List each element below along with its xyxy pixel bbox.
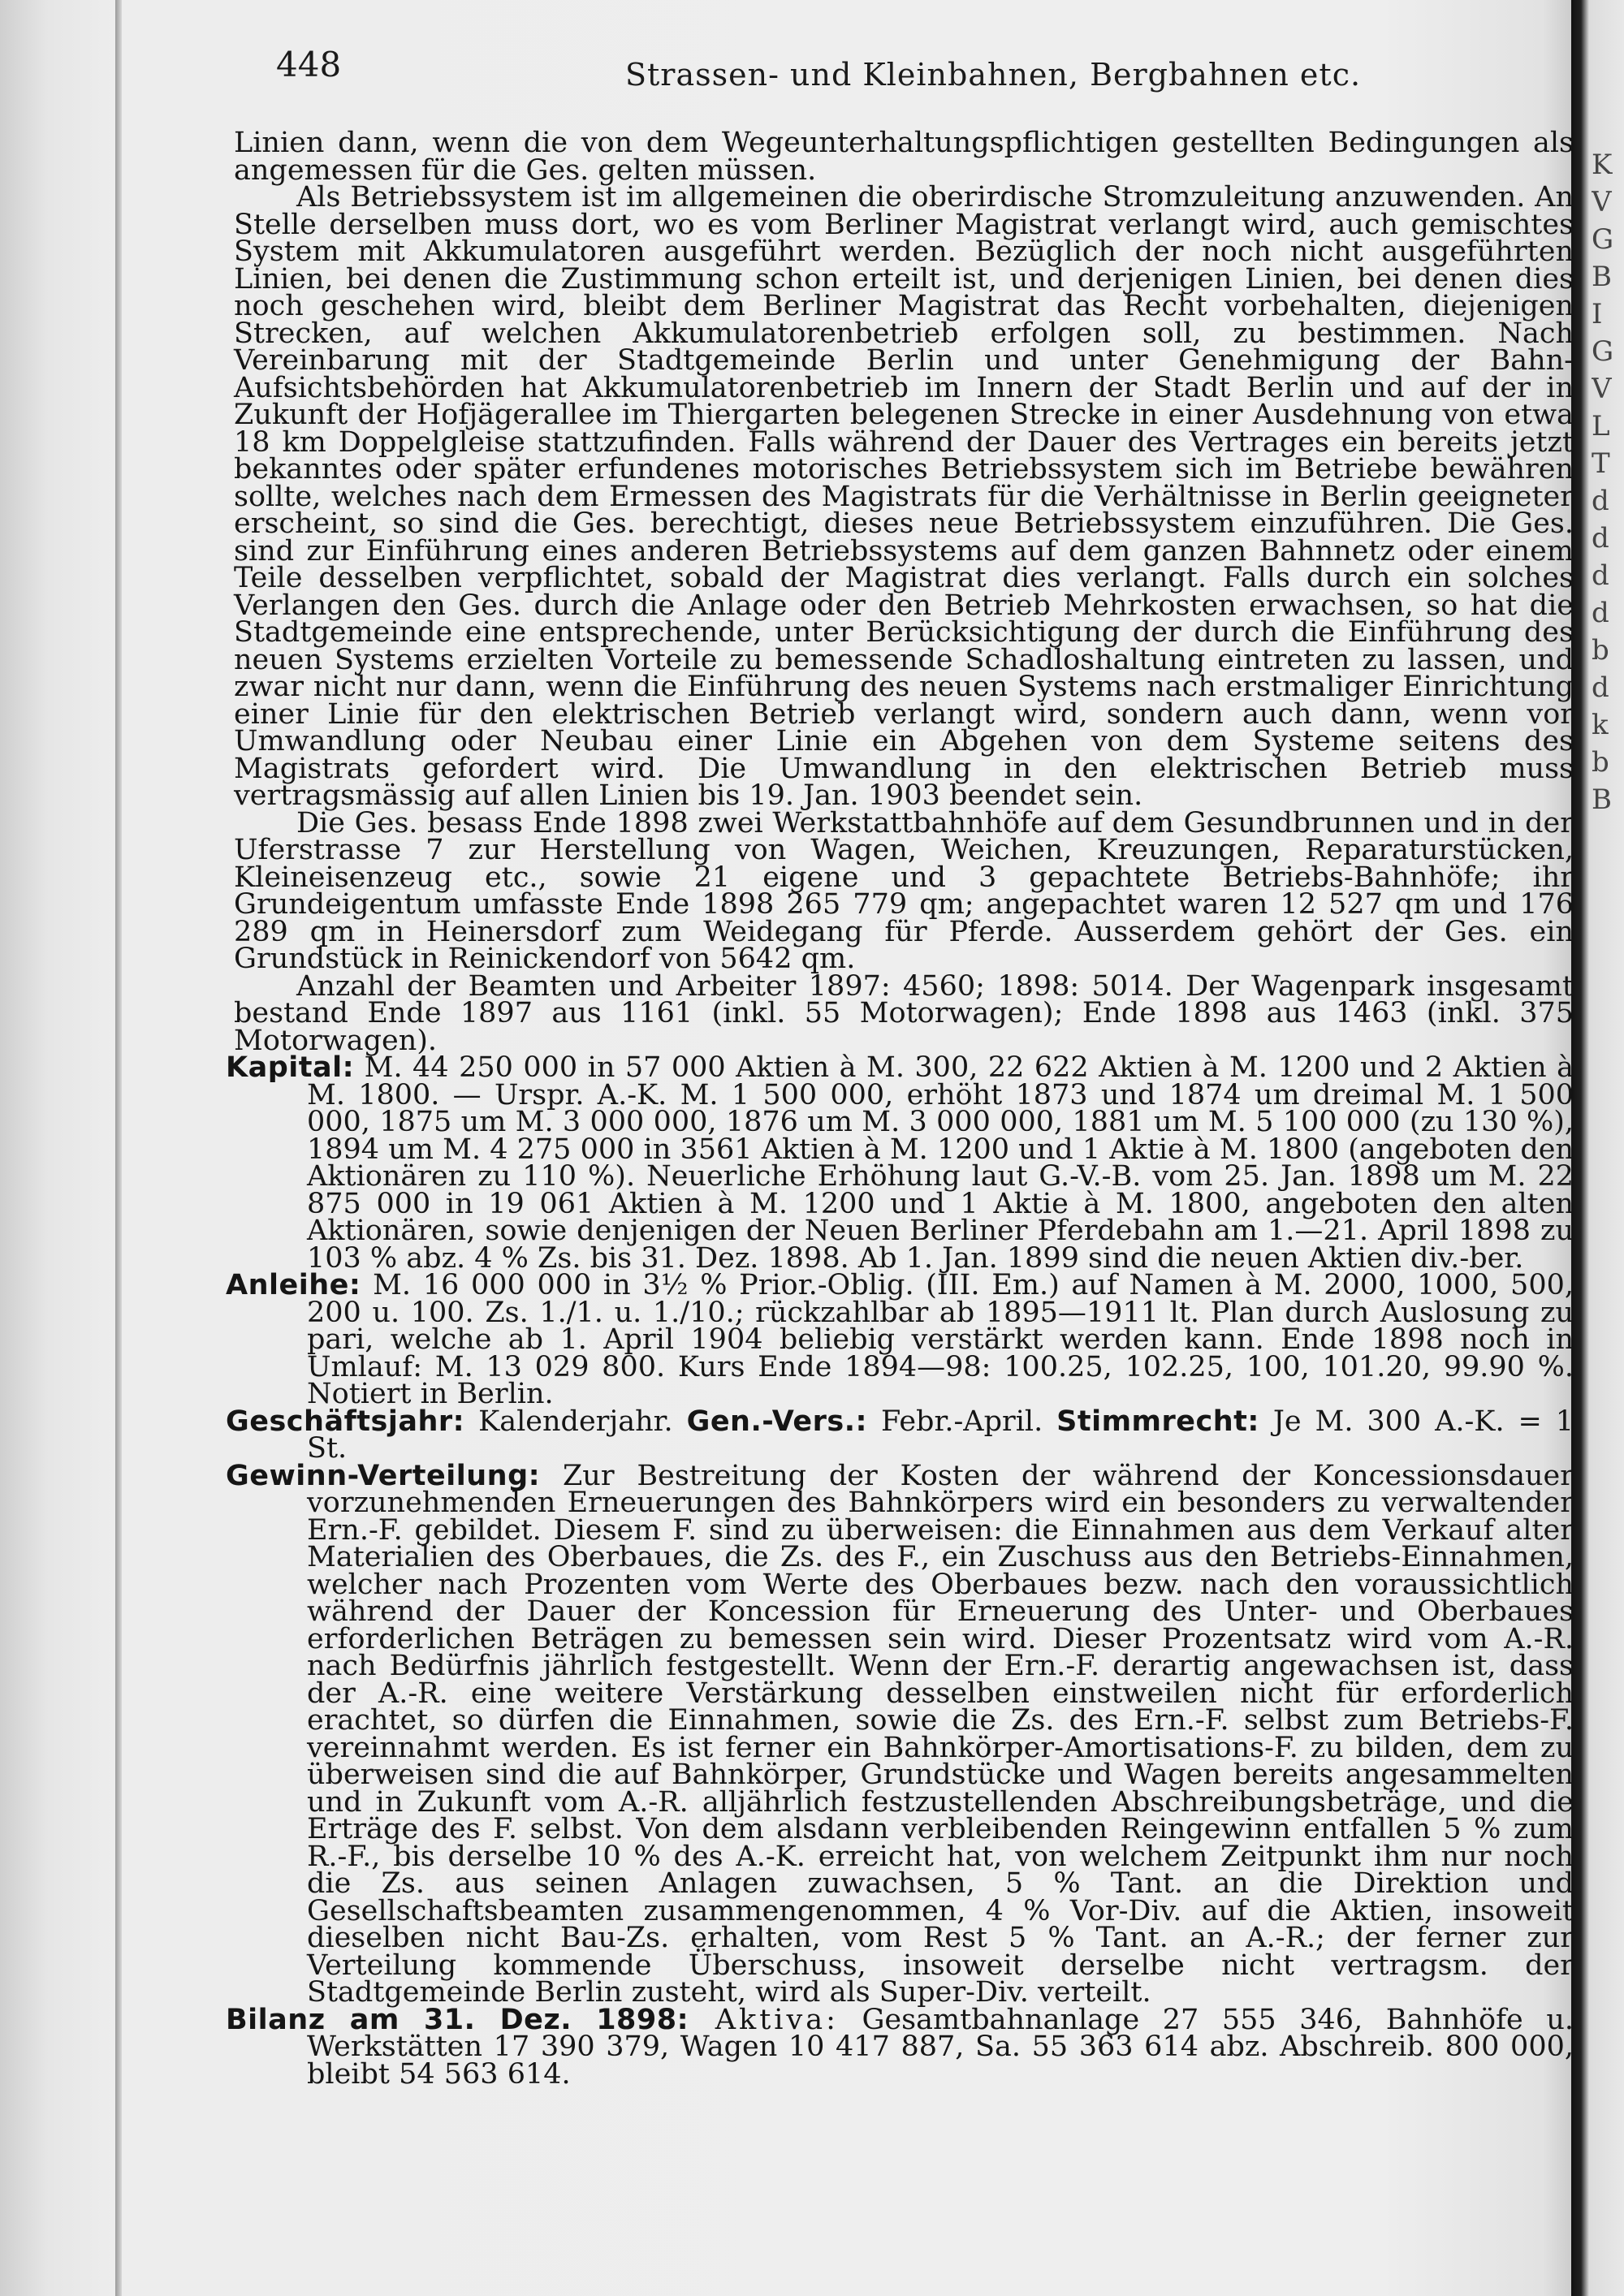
label-bilanz: Bilanz am 31. Dez. 1898: bbox=[226, 2003, 689, 2036]
label-anleihe: Anleihe: bbox=[226, 1269, 361, 1301]
section-anleihe bbox=[226, 1269, 1574, 1410]
label-kapital: Kapital: bbox=[226, 1051, 355, 1084]
section-bilanz bbox=[226, 2003, 1574, 2091]
paragraph-continuation: Linien dann, wenn die von dem Wegeunterhaltungspflichtigen gestellten Bedingungen als angemessen für die Ges. gelten müssen. bbox=[234, 127, 1574, 187]
text-bilanz: Gesamtbahnanlage 27 555 346, Bahnhöfe u. Werkstätten 17 390 379, Wagen 10 417 887, Sa. 55 363 614 abz. Abschreib. 800 000, bleibt 54 563 614. bbox=[307, 2003, 1574, 2091]
label-geschaeftsjahr: Geschäftsjahr: bbox=[226, 1405, 465, 1438]
section-kapital bbox=[226, 1051, 1574, 1275]
paragraph-betriebssystem: Als Betriebssystem ist im allgemeinen die oberirdische Stromzuleitung anzuwenden. An Stelle derselben muss dort, wo es vom Berliner Magistrat verlangt wird, auch gemischtes System mit Akkumulatoren ausgeführt werden. Bezüglich der noch nicht ausgeführten Linien, bei denen die Zustimmung schon erteilt ist, und derjenigen Linien, bei denen dies noch geschehen wird, bleibt dem Berliner Magistrat das Recht vorbehalten, diejenigen Strecken, auf welchen Akkumulatorenbetrieb erfolgen soll, zu bestimmen. Nach Vereinbarung mit der Stadtgemeinde Berlin und unter Genehmigung der Bahn-Aufsichtsbehörden hat Akkumulatorenbetrieb im Innern der Stadt Berlin und auf der in Zukunft der Hofjägerallee im Thiergarten belegenen Strecke in einer Ausdehnung von etwa 18 km Doppelgleise stattzufinden. Falls während der Dauer des Vertrages ein bereits jetzt bekanntes oder später erfundenes motorisches Betriebssystem sich im Betriebe bewähren sollte, welches nach dem Ermessen des Magistrats für die Verhältnisse in Berlin geeigneter erscheint, so sind die Ges. berechtigt, dieses neue Betriebssystem einzuführen. Die Ges. sind zur Einführung eines anderen Betriebssystems auf dem ganzen Bahnnetz oder einem Teile desselben verpflichtet, sobald der Magistrat dies verlangt. Falls durch ein solches Verlangen den Ges. durch die Anlage oder den Betrieb Mehrkosten erwachsen, so hat die Stadtgemeinde eine entsprechende, unter Berücksichtigung der durch die Einführung des neuen Systems erzielten Vorteile zu bemessende Schadloshaltung eintreten zu lassen, und zwar nicht nur dann, wenn die Einführung des neuen Systems nach erstmaliger Einrichtung einer Linie für den elektrischen Betrieb verlangt wird, sondern auch dann, wenn vor Umwandlung oder Neubau einer Linie ein Abgehen von dem Systeme seitens des Magistrats gefordert wird. Die Umwandlung in den elektrischen Betrieb muss vertragsmässig auf allen Linien bis 19. Jan. 1903 beendet sein. bbox=[234, 181, 1574, 812]
paragraph-personal-wagenpark: Anzahl der Beamten und Arbeiter 1897: 4560; 1898: 5014. Der Wagenpark insgesamt bestand Ende 1897 aus 1161 (inkl. 55 Motorwagen); Ende 1898 aus 1463 (inkl. 375 Motorwagen). bbox=[234, 969, 1574, 1057]
running-title: Strassen- und Kleinbahnen, Bergbahnen etc. bbox=[625, 57, 1362, 93]
text-gewinn-verteilung: Zur Bestreitung der Kosten der während der Koncessionsdauer vorzunehmenden Erneuerungen des Bahnkörpers wird ein besonders zu verwaltender Ern.-F. gebildet. Diesem F. sind zu überweisen: die Einnahmen aus dem Verkauf alter Materialien des Oberbaues, die Zs. des F., ein Zuschuss aus den Betriebs-Einnahmen, welcher nach Prozenten vom Werte des Oberbaues bezw. nach den voraussichtlich während der Dauer der Koncession für Erneuerung des Unter- und Oberbaues erforderlichen Beträgen zu bemessen sein wird. Dieser Prozentsatz wird vom A.-R. nach Bedürfnis jährlich festgestellt. Wenn der Ern.-F. derartig angewachsen ist, dass der A.-R. eine weitere Verstärkung desselben einstweilen nicht für erforderlich erachtet, so dürfen die Einnahmen, sowie die Zs. des Ern.-F. selbst zum Betriebs-F. vereinnahmt werden. Es ist ferner ein Bahnkörper-Amortisations-F. zu bilden, dem zu überweisen sind die auf Bahnkörper, Grundstücke und Wagen bereits angesammelten und in Zukunft vom A.-R. alljährlich festzustellenden Abschreibungsbeträge, und die Erträge des F. selbst. Von dem alsdann verbleibenden Reingewinn entfallen 5 % zum R.-F., bis derselbe 10 % des A.-K. erreicht hat, von welchem Zeitpunkt ihm nur noch die Zs. aus seinen Anlagen zuwachsen, 5 % Tant. an die Direktion und Gesellschaftsbeamten zusammengenommen, 4 % Vor-Div. auf die Aktien, insoweit dieselben nicht Bau-Zs. erhalten, vom Rest 5 % Tant. an A.-R.; der ferner zur Verteilung kommende Überschuss, insoweit derselbe nicht vertragsm. der Stadtgemeinde Berlin zusteht, wird als Super-Div. verteilt. bbox=[307, 1459, 1574, 2009]
facing-page-bleed: K V G B I G V L T d d d d b d k b B bbox=[1592, 149, 1614, 816]
page-number: 448 bbox=[276, 45, 342, 84]
label-gewinn-verteilung: Gewinn-Verteilung: bbox=[226, 1459, 541, 1492]
label-aktiva: Aktiva: bbox=[689, 2003, 839, 2036]
text-gen-vers: Febr.-April. bbox=[867, 1405, 1057, 1438]
text-stimmrecht: Je M. 300 A.-K. = 1 St. bbox=[307, 1405, 1574, 1465]
book-gutter bbox=[115, 0, 122, 2296]
body-text bbox=[226, 127, 1574, 2091]
section-geschaeftsjahr bbox=[226, 1405, 1574, 1465]
text-kapital: M. 44 250 000 in 57 000 Aktien à M. 300, 22 622 Aktien à M. 1200 und 2 Aktien à M. 1800. — Urspr. A.-K. M. 1 500 000, erhöht 1873 und 1874 um dreimal M. 1 500 000, 1875 um M. 3 000 000, 1876 um M. 3 000 000, 1881 um M. 5 100 000 (zu 130 %), 1894 um M. 4 275 000 in 3561 Aktien à M. 1200 und 1 Aktie à M. 1800 (angeboten den Aktionären zu 110 %). Neuerliche Erhöhung laut G.-V.-B. vom 25. Jan. 1898 um M. 22 875 000 in 19 061 Aktien à M. 1200 und 1 Aktie à M. 1800, angeboten den alten Aktionären, sowie denjenigen der Neuen Berliner Pferdebahn am 1.—21. April 1898 zu 103 % abz. 4 % Zs. bis 31. Dez. 1898. Ab 1. Jan. 1899 sind die neuen Aktien div.-ber. bbox=[307, 1051, 1574, 1275]
text-geschaeftsjahr: Kalenderjahr. bbox=[464, 1405, 687, 1438]
label-gen-vers: Gen.-Vers.: bbox=[686, 1405, 868, 1438]
text-anleihe: M. 16 000 000 in 3½ % Prior.-Oblig. (III. Em.) auf Namen à M. 2000, 1000, 500, 200 u. 100. Zs. 1./1. u. 1./10.; rückzahlbar ab 1895—1911 lt. Plan durch Auslosung zu pari, welche ab 1. April 1904 beliebig verstärkt werden kann. Ende 1898 noch in Umlauf: M. 13 029 800. Kurs Ende 1894—98: 100.25, 102.25, 100, 101.20, 99.90 %. Notiert in Berlin. bbox=[307, 1269, 1574, 1410]
paragraph-werkstaetten: Die Ges. besass Ende 1898 zwei Werkstattbahnhöfe auf dem Gesundbrunnen und in der Uferstrasse 7 zur Herstellung von Wagen, Weichen, Kreuzungen, Reparaturstücken, Kleineisenzeug etc., sowie 21 eigene und 3 gepachtete Betriebs-Bahnhöfe; ihr Grundeigentum umfasste Ende 1898 265 779 qm; angepachtet waren 12 527 qm und 176 289 qm in Heinersdorf zum Weidegang für Pferde. Ausserdem gehört der Ges. ein Grundstück in Reinickendorf von 5642 qm. bbox=[234, 806, 1574, 975]
label-stimmrecht: Stimmrecht: bbox=[1056, 1405, 1259, 1438]
section-gewinn-verteilung bbox=[226, 1459, 1574, 2009]
